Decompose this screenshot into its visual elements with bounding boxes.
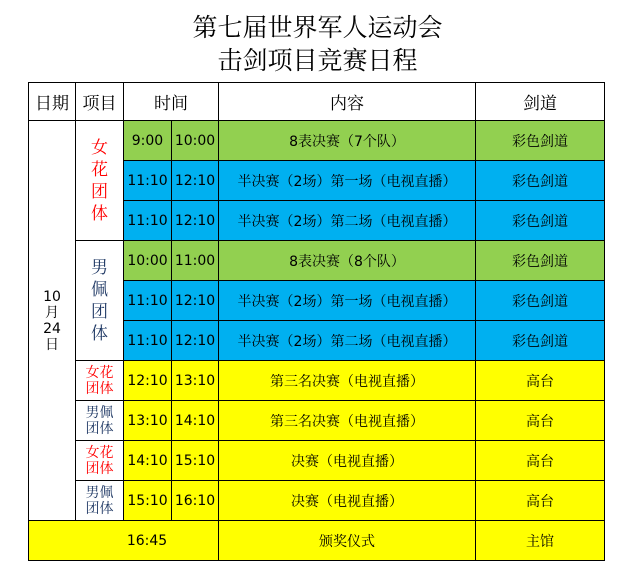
header-date: 日期 <box>29 83 76 121</box>
schedule-table <box>28 82 605 561</box>
event-label-line: 女花 <box>85 364 114 381</box>
ceremony-blank-date <box>29 521 76 561</box>
event-label-line: 女花 <box>85 444 114 461</box>
content-cell: 第三名决赛（电视直播） <box>219 361 476 401</box>
end-time: 15:10 <box>172 441 219 481</box>
piste-cell: 高台 <box>476 481 605 521</box>
event-mens-sabre-team <box>76 401 124 441</box>
start-time: 11:10 <box>124 321 172 361</box>
event-label-line: 男佩 <box>85 404 114 421</box>
start-time: 11:10 <box>124 201 172 241</box>
end-time: 14:10 <box>172 401 219 441</box>
event-label-line: 男佩 <box>85 484 114 501</box>
event-label-line: 团体 <box>85 380 114 397</box>
end-time: 16:10 <box>172 481 219 521</box>
header-row <box>29 83 605 121</box>
event-char: 团 <box>91 301 108 322</box>
table-row <box>29 481 605 521</box>
event-char: 花 <box>91 159 108 180</box>
content-cell: 半决赛（2场）第二场（电视直播） <box>219 201 476 241</box>
start-time: 14:10 <box>124 441 172 481</box>
piste-cell: 彩色剑道 <box>476 121 605 161</box>
event-char: 团 <box>91 181 108 202</box>
date-cell <box>29 121 76 521</box>
event-label-line: 团体 <box>85 460 114 477</box>
content-cell: 第三名决赛（电视直播） <box>219 401 476 441</box>
start-time: 11:10 <box>124 281 172 321</box>
start-time: 10:00 <box>124 241 172 281</box>
schedule-subtitle: 击剑项目竞赛日程 <box>217 46 418 75</box>
piste-cell: 高台 <box>476 441 605 481</box>
end-time: 13:10 <box>172 361 219 401</box>
date-day-number: 10 <box>43 288 61 305</box>
piste-cell: 彩色剑道 <box>476 281 605 321</box>
piste-cell: 彩色剑道 <box>476 201 605 241</box>
start-time: 15:10 <box>124 481 172 521</box>
header-content: 内容 <box>219 83 476 121</box>
event-label-line: 团体 <box>85 500 114 517</box>
content-cell: 8表决赛（8个队） <box>219 241 476 281</box>
piste-cell: 彩色剑道 <box>476 241 605 281</box>
piste-cell: 高台 <box>476 401 605 441</box>
header-time: 时间 <box>124 83 219 121</box>
end-time: 12:10 <box>172 201 219 241</box>
piste-cell: 彩色剑道 <box>476 161 605 201</box>
start-time: 9:00 <box>124 121 172 161</box>
event-char: 体 <box>91 323 108 344</box>
table-row <box>29 441 605 481</box>
content-cell: 8表决赛（7个队） <box>219 121 476 161</box>
start-time: 13:10 <box>124 401 172 441</box>
date-month-char: 月 <box>45 304 59 321</box>
end-time: 12:10 <box>172 321 219 361</box>
date-day-char: 日 <box>45 336 59 353</box>
ceremony-time: 16:45 <box>76 521 219 561</box>
piste-cell: 高台 <box>476 361 605 401</box>
end-time: 12:10 <box>172 281 219 321</box>
content-cell: 半决赛（2场）第二场（电视直播） <box>219 321 476 361</box>
table-row <box>29 241 605 281</box>
event-char: 佩 <box>91 279 108 300</box>
piste-cell: 彩色剑道 <box>476 321 605 361</box>
ceremony-piste: 主馆 <box>476 521 605 561</box>
start-time: 11:10 <box>124 161 172 201</box>
ceremony-row <box>29 521 605 561</box>
content-cell: 决赛（电视直播） <box>219 441 476 481</box>
content-cell: 半决赛（2场）第一场（电视直播） <box>219 281 476 321</box>
ceremony-content: 颁奖仪式 <box>219 521 476 561</box>
event-mens-sabre-team <box>76 481 124 521</box>
event-label-line: 团体 <box>85 420 114 437</box>
event-char: 男 <box>91 257 108 278</box>
start-time: 12:10 <box>124 361 172 401</box>
table-row <box>29 401 605 441</box>
event-womens-foil-team <box>76 441 124 481</box>
event-womens-foil-team <box>76 361 124 401</box>
end-time: 12:10 <box>172 161 219 201</box>
event-char: 女 <box>91 137 108 158</box>
event-mens-sabre-team <box>76 241 124 361</box>
header-event: 项目 <box>76 83 124 121</box>
event-womens-foil-team <box>76 121 124 241</box>
table-row <box>29 121 605 161</box>
schedule-title: 第七届世界军人运动会 <box>192 13 443 42</box>
content-cell: 决赛（电视直播） <box>219 481 476 521</box>
table-row <box>29 361 605 401</box>
end-time: 11:00 <box>172 241 219 281</box>
content-cell: 半决赛（2场）第一场（电视直播） <box>219 161 476 201</box>
end-time: 10:00 <box>172 121 219 161</box>
event-char: 体 <box>91 203 108 224</box>
date-day-value: 24 <box>43 320 61 337</box>
header-piste: 剑道 <box>476 83 605 121</box>
